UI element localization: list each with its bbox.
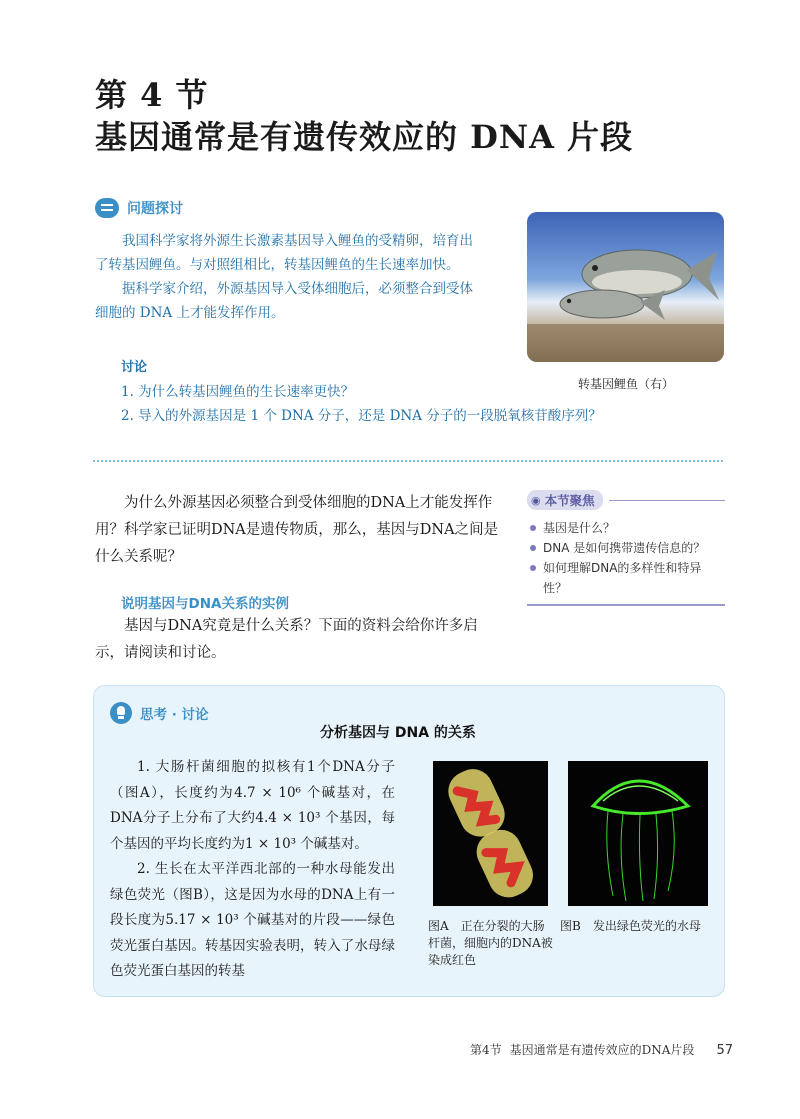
think-paragraph: 1. 大肠杆菌细胞的拟核有1个DNA分子（图A），长度约为4.7 × 10⁶ 个碱基对，在DNA分子上分布了大约4.4 × 10³ 个基因，每个基因的平均长度约为1 × 10³ 个碱基对。 (110, 759, 395, 852)
problem-explore-text (95, 229, 475, 325)
problem-explore-heading (95, 198, 183, 218)
focus-heading (527, 490, 725, 510)
figure-b-caption: 图B 发出绿色荧光的水母 (560, 919, 701, 933)
discussion-label: 讨论 (121, 360, 148, 375)
focus-list (527, 518, 725, 598)
focus-rule (609, 500, 725, 501)
think-text (110, 755, 395, 985)
problem-paragraph: 我国科学家将外源生长激素基因导入鲤鱼的受精卵，培育出了转基因鲤鱼。与对照组相比，转基因鲤鱼的生长速率加快。 (95, 233, 473, 273)
speech-bubble-icon (95, 198, 119, 218)
page-footer (470, 1041, 733, 1058)
think-heading (110, 702, 209, 724)
section-divider (93, 460, 723, 462)
focus-item: 基因是什么？ (527, 518, 725, 538)
transgenic-carp-photo (527, 212, 724, 362)
page-number: 57 (716, 1043, 733, 1058)
problem-explore-label: 问题探讨 (127, 201, 183, 217)
ecoli-illustration (433, 761, 548, 906)
example-heading: 说明基因与DNA关系的实例 (121, 596, 289, 612)
intro-paragraph: 为什么外源基因必须整合到受体细胞的DNA上才能发挥作用？科学家已证明DNA是遗传物质，那么，基因与DNA之间是什么关系呢？ (95, 495, 499, 565)
think-heading-label: 思考 · 讨论 (140, 707, 209, 723)
example-text (95, 613, 500, 667)
think-paragraph: 2. 生长在太平洋西北部的一种水母能发出绿色荧光（图B），这是因为水母的DNA上有一段长度为5.17 × 10³ 个碱基对的片段——绿色荧光蛋白基因。转基因实验表明，转入了水母绿色荧光蛋白基因的转基 (110, 861, 395, 979)
jellyfish-illustration (568, 761, 708, 906)
example-paragraph: 基因与DNA究竟是什么关系？下面的资料会给你许多启示，请阅读和讨论。 (95, 618, 478, 661)
focus-bottom-rule (527, 604, 725, 606)
footer-title: 基因通常是有遗传效应的DNA片段 (509, 1043, 695, 1057)
carp-illustration (527, 212, 724, 362)
figure-b-jellyfish (568, 761, 708, 906)
focus-item: DNA 是如何携带遗传信息的？ (527, 538, 725, 558)
discussion-question: 2. 导入的外源基因是 1 个 DNA 分子，还是 DNA 分子的一段脱氧核苷酸序列？ (121, 408, 602, 424)
footer-section: 第4节 (470, 1043, 502, 1057)
figure-a-caption: 图A 正在分裂的大肠杆菌，细胞内的DNA被染成红色 (428, 919, 553, 967)
focus-pill (527, 490, 603, 510)
focus-target-icon: ◉ (531, 493, 541, 507)
problem-paragraph: 据科学家介绍，外源基因导入受体细胞后，必须整合到受体细胞的 DNA 上才能发挥作用。 (95, 281, 473, 321)
lightbulb-icon (110, 702, 132, 724)
section-focus-box (527, 490, 725, 606)
section-label: 第 4 节 (95, 76, 209, 114)
discussion-question: 1. 为什么转基因鲤鱼的生长速率更快？ (121, 384, 355, 400)
photo-caption: 转基因鲤鱼（右） (578, 377, 675, 391)
think-title: 分析基因与 DNA 的关系 (320, 725, 476, 741)
intro-text (95, 490, 500, 571)
figure-a-ecoli (433, 761, 548, 906)
focus-heading-label: 本节聚焦 (544, 493, 595, 508)
page-title: 基因通常是有遗传效应的 DNA 片段 (95, 118, 634, 156)
focus-item: 如何理解DNA的多样性和特异性？ (527, 558, 725, 598)
